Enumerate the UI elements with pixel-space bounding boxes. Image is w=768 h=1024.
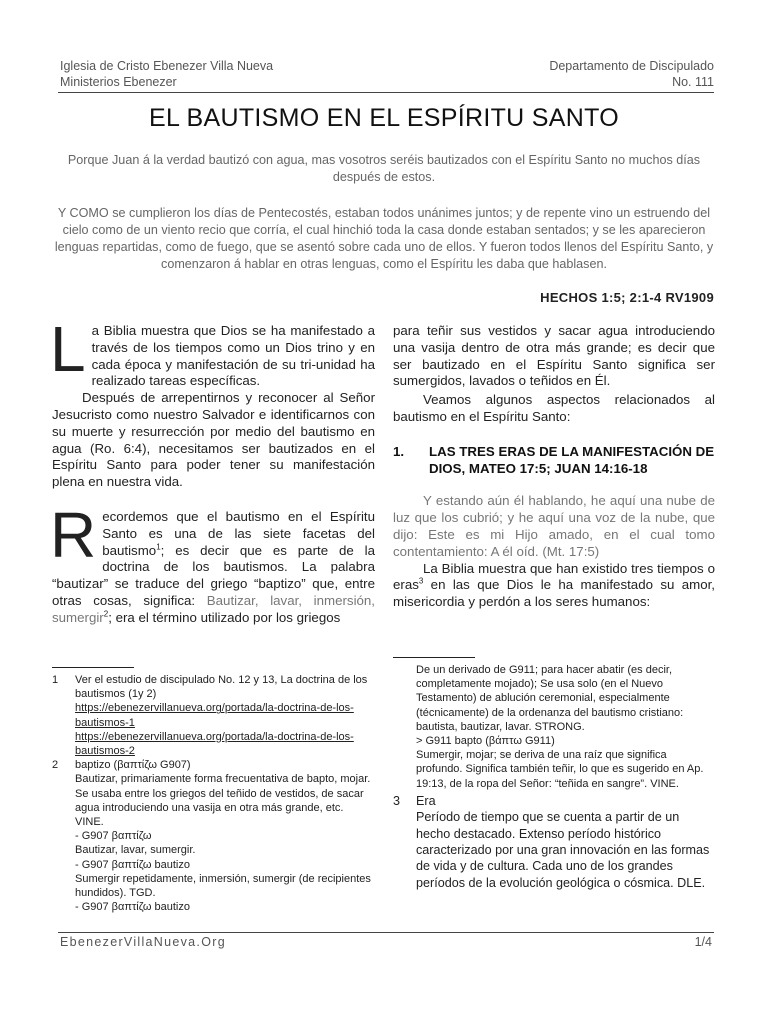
page-title: EL BAUTISMO EN EL ESPÍRITU SANTO (149, 104, 619, 132)
paragraph-aspects: Veamos algunos aspectos relacionados al bautismo en el Espíritu Santo: (393, 392, 715, 424)
paragraph-after-repentance: Después de arrepentirnos y reconocer al Señor Jesucristo como nuestro Salvador e identificarnos con su muerte y resurrección por medio del bautismo en agua (Ro. 6:4), necesitamos ser bautizados en el Espíritu Santo para poder tener su manifestación plena en nuestra vida. (52, 390, 375, 490)
footnote-ref-1[interactable]: 1 (156, 542, 161, 552)
paragraph-intro: La Biblia muestra que Dios se ha manifestado a través de los tiempos como un Dios trino y en cada época y manifestación de su tri-unidad ha realizado tareas específicas. (50, 313, 375, 389)
footnote-1: 1 Ver el estudio de discipulado No. 12 y 13, La doctrina de los bautismos (1y 2) https://ebenezervillanueva.org/portada/la-doctrina-de-los-bautismos-1 https://ebenezervillanueva.org/portada/la-doctrina-de-los-bautismos-2 (52, 673, 372, 758)
left-column (50, 313, 376, 627)
footnote-2-continued-g911: > G911 bapto (βάπτω G911) (416, 735, 555, 748)
header-right (549, 58, 714, 90)
footnotes-right (393, 663, 715, 891)
page-number: 1/4 (694, 935, 712, 949)
department-name: Departamento de Discipulado (549, 59, 714, 73)
paragraph-dye-garments: para teñir sus vestidos y sacar agua introduciendo una vasija dentro de otra más grande; es decir que ser bautizado en el Espíritu Santo significa ser sumergidos, lavados o teñidos en Él. (393, 323, 715, 389)
link-doctrina-bautismos-1[interactable]: https://ebenezervillanueva.org/portada/la-doctrina-de-los-bautismos-1 (75, 702, 354, 729)
footnote-3: 3 Era Período de tiempo que se cuenta a partir de un hecho destacado. Extenso período histórico caracterizado por una gran innovación en las formas de vida y de cultura. Cada uno de los grandes períodos de la evolución geológica o cósmica. DLE. (393, 793, 710, 890)
footer-divider (58, 932, 714, 933)
link-doctrina-bautismos-2[interactable]: https://ebenezervillanueva.org/portada/la-doctrina-de-los-bautismos-2 (75, 730, 354, 758)
verse-matthew: Y estando aún él hablando, he aquí una nube de luz que los cubrió; y he aquí una voz de la nube, que dijo: Este es mi Hijo amado, en el cual tomo contentamiento: A él oíd. (Mt. 17:5) (393, 493, 715, 559)
scripture-reference: HECHOS 1:5; 2:1-4 RV1909 (540, 290, 714, 305)
paragraph-baptism-meaning: Recordemos que el bautismo en el Espíritu Santo es una de las siete facetas del bautismo$^1$; es decir que es parte de la doctrina de los bautismos. La palabra “bautizar” se traduce del griego “baptizo” que, entre otras cosas, significa: Bautizar, lavar, inmersión, sumergir$^2$; era el término utilizado por los griegos (50, 498, 376, 625)
footnotes-left (52, 673, 372, 914)
drop-cap-l: L (50, 313, 86, 385)
footer-website[interactable]: EbenezerVillaNueva.Org (60, 935, 226, 949)
footnote-2-continued-strong: De un derivado de G911; para hacer abatir (es decir, completamente mojado); Se usa solo (en el Nuevo Testamento) de ablución ceremonial, especialmente (técnicamente) de la ordenanza del bautismo cristiano: bautista, bautizar, lavar. STRONG. (416, 664, 684, 733)
church-name: Iglesia de Cristo Ebenezer Villa Nueva (60, 59, 274, 73)
footnote-ref-3[interactable]: 3 (418, 576, 424, 586)
epigraph-quote-1: Porque Juan á la verdad bautizó con agua, mas vosotros seréis bautizados con el Espíritu Santo no muchos días después de estos. (67, 153, 701, 184)
epigraph-quote-2: Y COMO se cumplieron los días de Pentecostés, estaban todos unánimes juntos; y de repente vino un estruendo del cielo como de un viento recio que corría, el cual hinchió toda la casa donde estaban sentados; y se les aparecieron lenguas repartidas, como de fuego, que se asentó sobre cada uno de ellos. Y fueron todos llenos del Espíritu Santo, y comenzaron á hablar en otras lenguas, como el Espíritu les daba que hablasen. (54, 206, 714, 271)
footnote-ref-2[interactable]: 2 (103, 609, 109, 619)
right-column (393, 323, 715, 611)
header-left (60, 58, 273, 90)
footnote-separator-right (393, 657, 475, 658)
header-divider (58, 92, 714, 93)
paragraph-three-eras: La Biblia muestra que han existido tres tiempos o eras$^3$ en las que Dios le ha manifestado su amor, misericordia y perdón a los seres humanos: (393, 560, 715, 610)
footnote-separator-left (52, 667, 134, 668)
study-number: No. 111 (672, 75, 714, 89)
ministry-name: Ministerios Ebenezer (60, 75, 177, 89)
drop-cap-r: R (50, 498, 97, 571)
section-heading-1: 1. LAS TRES ERAS DE LA MANIFESTACIÓN DE DIOS, MATEO 17:5; JUAN 14:16-18 (393, 443, 715, 476)
footnote-2-continued-vine: Sumergir, mojar; se deriva de una raíz que significa profundo. Significa también teñir, lo que es sugerido en Ap. 19:13, de la ropa del Señor: “teñida en sangre”. VINE. (416, 749, 704, 790)
footnote-2: 2 baptizo (βαπτίζω G907) Bautizar, primariamente forma frecuentativa de bapto, mojar. Se usaba entre los griegos del teñido de vestidos, de sacar agua introduciendo una vasija en otra más grande, etc. VINE. - G907 βαπτίζω Bautizar, lavar, sumergir. - G907 βαπτίζω bautizo Sumergir repetidamente, inmersión, sumergir (de recipientes hundidos). TGD. - G907 βαπτίζω bautizo (52, 759, 371, 914)
